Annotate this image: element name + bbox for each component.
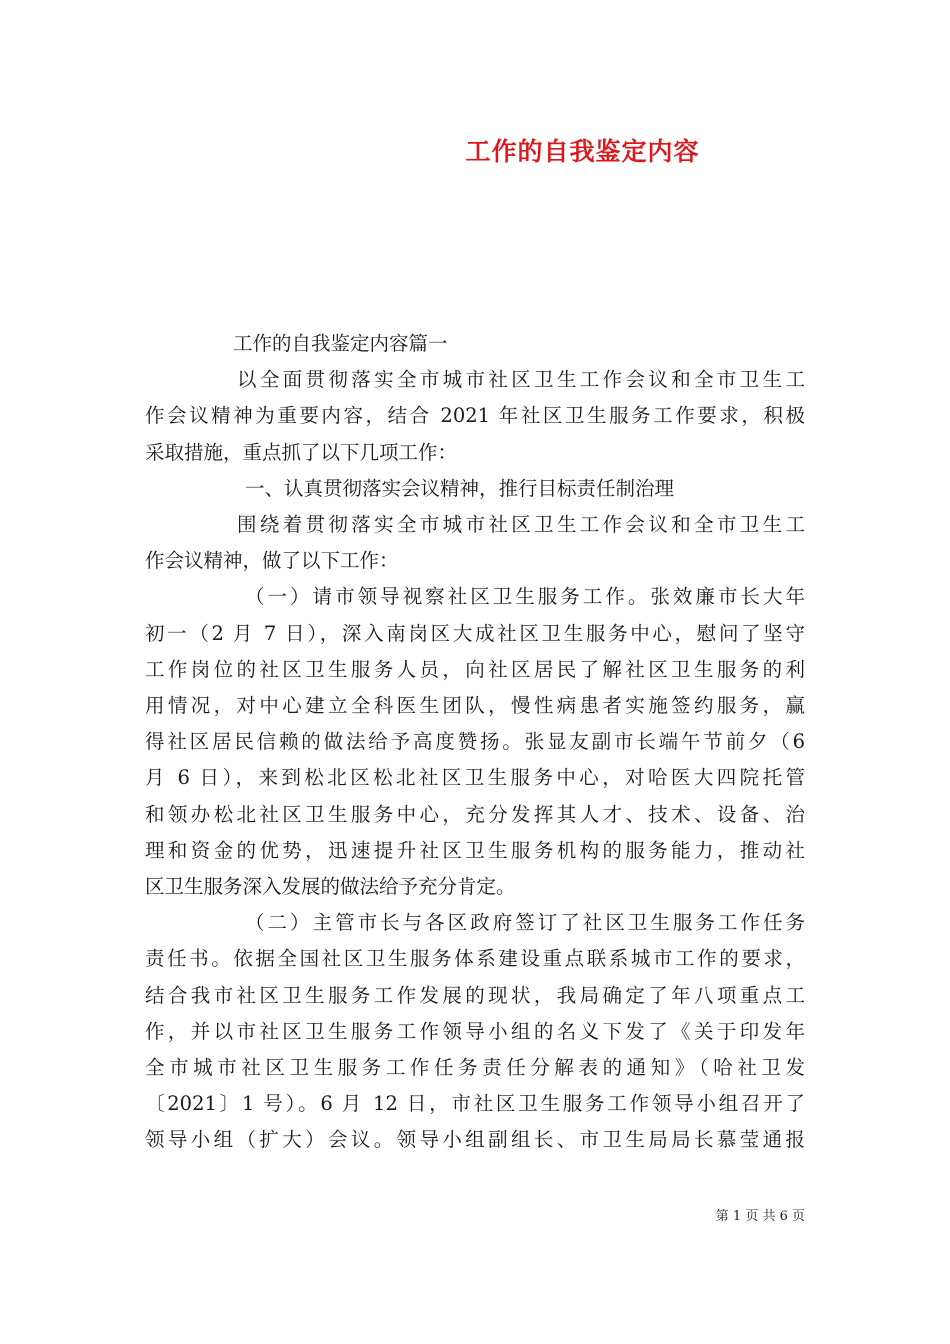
text-line: 作，并以市社区卫生服务工作领导小组的名义下发了《关于印发年: [145, 1019, 805, 1043]
text-line: 领导小组（扩大）会议。领导小组副组长、市卫生局局长慕莹通报: [145, 1128, 805, 1152]
text-line: 一、认真贯彻落实会议精神，推行目标责任制治理: [245, 476, 675, 500]
text-line: （一）请市领导视察社区卫生服务工作。张效廉市长大年: [245, 585, 805, 609]
text-line: 以全面贯彻落实全市城市社区卫生工作会议和全市卫生工: [237, 368, 805, 392]
text-line: 作会议精神为重要内容，结合 2021 年社区卫生服务工作要求，积极: [145, 404, 805, 428]
text-line: 月 6 日），来到松北区松北社区卫生服务中心，对哈医大四院托管: [145, 766, 805, 790]
document-title: 工作的自我鉴定内容: [465, 137, 700, 166]
text-line: 区卫生服务深入发展的做法给予充分肯定。: [145, 875, 516, 899]
text-line: 〔2021〕1 号）。6 月 12 日，市社区卫生服务工作领导小组召开了: [145, 1092, 805, 1116]
page-indicator: 第 1 页 共 6 页: [715, 1209, 805, 1224]
text-line: 工作岗位的社区卫生服务人员，向社区居民了解社区卫生服务的利: [145, 657, 805, 681]
text-line: 责任书。依据全国社区卫生服务体系建设重点联系城市工作的要求，: [145, 947, 805, 971]
text-line: 得社区居民信赖的做法给予高度赞扬。张显友副市长端午节前夕（6: [145, 730, 805, 754]
text-line: 工作的自我鉴定内容篇一: [233, 332, 448, 355]
text-line: 初一（2 月 7 日），深入南岗区大成社区卫生服务中心，慰问了坚守: [145, 621, 805, 645]
text-line: 全市城市社区卫生服务工作任务责任分解表的通知》（哈社卫发: [145, 1056, 805, 1080]
document-body: [145, 326, 805, 1159]
text-line: 用情况，对中心建立全科医生团队，慢性病患者实施签约服务，赢: [145, 694, 805, 718]
text-line: 围绕着贯彻落实全市城市社区卫生工作会议和全市卫生工: [237, 513, 805, 537]
text-line: 采取措施，重点抓了以下几项工作：: [145, 440, 458, 464]
text-line: 作会议精神，做了以下工作：: [145, 549, 399, 573]
text-line: 和领办松北社区卫生服务中心，充分发挥其人才、技术、设备、治: [145, 802, 805, 826]
text-line: （二）主管市长与各区政府签订了社区卫生服务工作任务: [245, 911, 805, 935]
text-line: 理和资金的优势，迅速提升社区卫生服务机构的服务能力，推动社: [145, 838, 805, 862]
text-line: 结合我市社区卫生服务工作发展的现状，我局确定了年八项重点工: [145, 983, 805, 1007]
